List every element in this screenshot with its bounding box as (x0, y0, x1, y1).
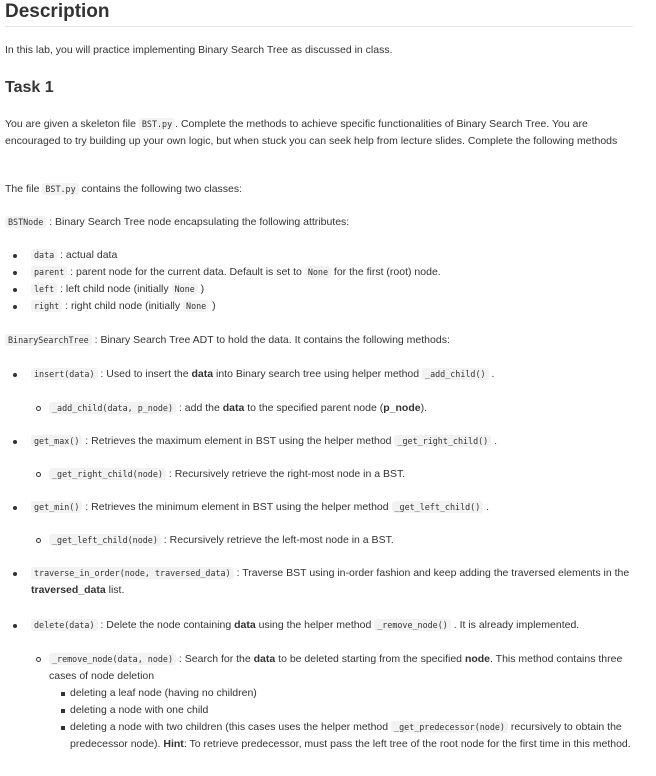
inline-code: BST.py (42, 183, 78, 195)
list-item: left : left child node (initially None ) (5, 281, 633, 298)
method-get-max: get_max() : Retrieves the maximum element in BST using the helper method _get_right_child() . (5, 433, 633, 450)
intro-paragraph: In this lab, you will practice implementing Binary Search Tree as discussed in class. (5, 44, 393, 56)
method-remove-node: _remove_node(data, node) : Search for the data to be deleted starting from the specified node. This method contains three cases of node deletion (5, 651, 633, 685)
page-title: Description (5, 1, 110, 22)
task-heading: Task 1 (5, 79, 54, 96)
bstnode-attribute-list (5, 247, 633, 315)
list-item: parent : parent node for the current data. Default is set to None for the first (root) node. (5, 264, 633, 281)
file-paragraph: The file BST.py contains the following two classes: (5, 183, 243, 195)
method-delete: delete(data) : Delete the node containing data using the helper method _remove_node() . It is already implemented. (5, 617, 633, 634)
list-item: deleting a node with one child (5, 702, 633, 719)
bst-class-paragraph: BinarySearchTree : Binary Search Tree ADT to hold the data. It contains the following methods: (5, 332, 633, 349)
method-add-child: _add_child(data, p_node) : add the data to the specified parent node (p_node). (5, 400, 633, 417)
method-get-min: get_min() : Retrieves the minimum element in BST using the helper method _get_left_child() . (5, 499, 633, 516)
list-item: deleting a node with two children (this cases uses the helper method _get_predecessor(node) recursively to obtain the predecessor node). Hint: To retrieve predecessor, must pass the left tree of the root node for the first time in this method. (5, 719, 633, 753)
list-item: data : actual data (5, 247, 633, 264)
task-paragraph: You are given a skeleton file BST.py . Complete the methods to achieve specific functionalities of Binary Search Tree. You are encouraged to try building up your own logic, but when stuck you can seek help from lecture slides. Complete the following methods (5, 118, 618, 147)
method-traverse-in-order: traverse_in_order(node, traversed_data) : Traverse BST using in-order fashion and keep adding the traversed elements in the traversed_data list. (5, 565, 633, 599)
title-divider (5, 26, 633, 27)
inline-code: BinarySearchTree (5, 334, 92, 346)
inline-code: BSTNode (5, 216, 46, 228)
inline-code: BST.py (139, 118, 175, 130)
bstnode-paragraph: BSTNode : Binary Search Tree node encapsulating the following attributes: (5, 214, 633, 231)
method-get-right-child: _get_right_child(node) : Recursively retrieve the right-most node in a BST. (5, 466, 633, 483)
list-item: right : right child node (initially None ) (5, 298, 633, 315)
deletion-cases-list (5, 685, 633, 753)
method-get-left-child: _get_left_child(node) : Recursively retrieve the left-most node in a BST. (5, 532, 633, 549)
list-item: deleting a leaf node (having no children) (5, 685, 633, 702)
method-insert: insert(data) : Used to insert the data into Binary search tree using helper method _add_child() . (5, 366, 633, 383)
